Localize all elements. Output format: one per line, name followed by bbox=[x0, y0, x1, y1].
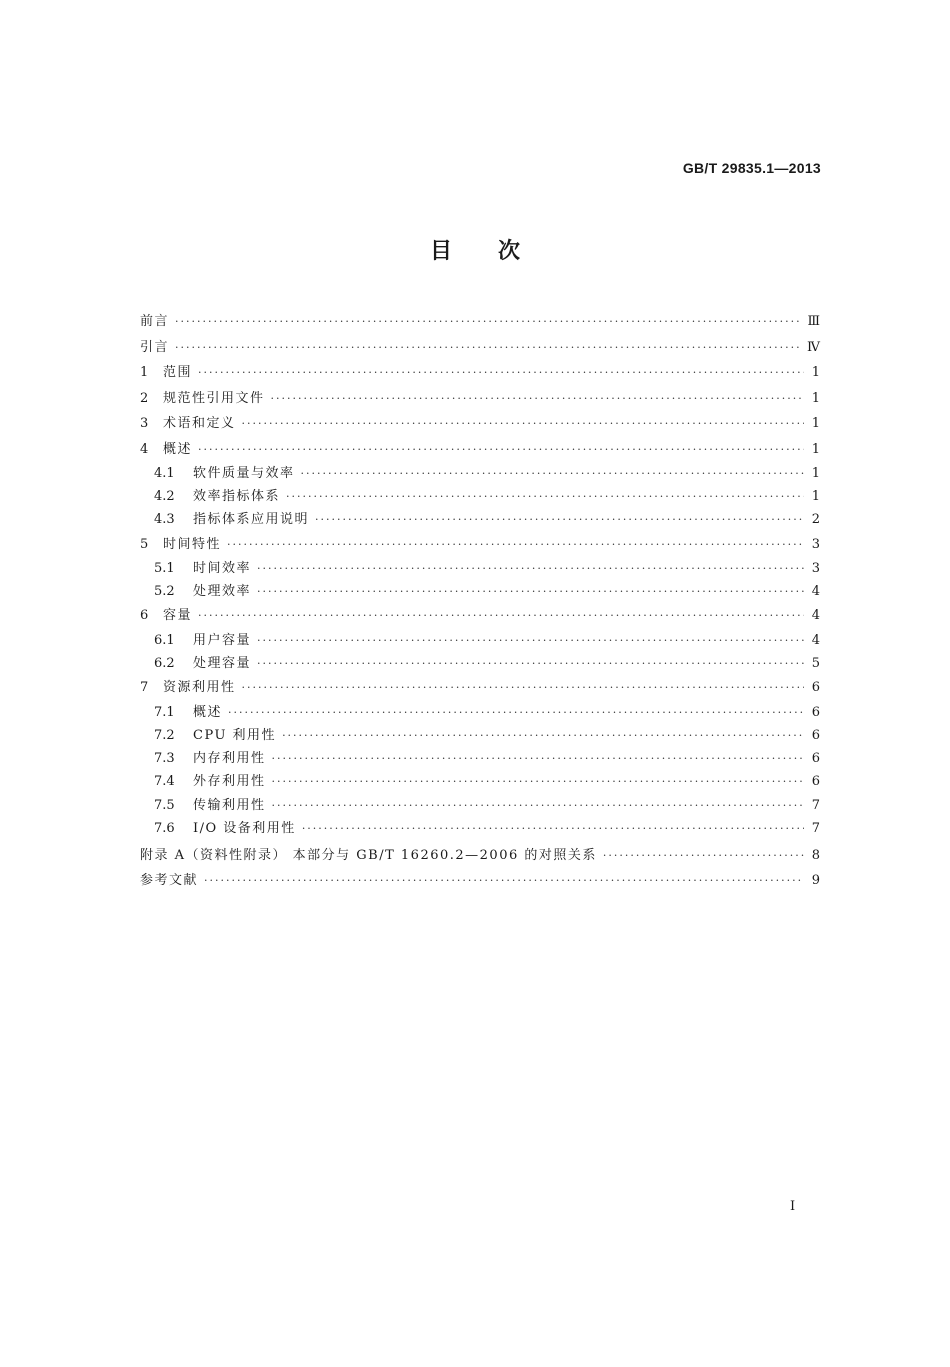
toc-entry-label: 范围 bbox=[163, 365, 193, 380]
toc-leader-dots bbox=[204, 868, 804, 894]
toc-entry-7-3[interactable] bbox=[140, 747, 820, 770]
toc-entry-number: 4.1 bbox=[154, 466, 175, 481]
toc-entry-number: 5.2 bbox=[154, 584, 175, 600]
toc-entry-6-1[interactable] bbox=[140, 629, 820, 652]
toc-leader-dots bbox=[227, 532, 804, 558]
toc-entry-number: 1 bbox=[140, 365, 149, 380]
toc-entry-label: 容量 bbox=[163, 608, 193, 624]
toc-entry-number: 7.1 bbox=[154, 704, 175, 720]
toc-entry-page: 6 bbox=[811, 704, 820, 720]
toc-entry-number: 7.4 bbox=[154, 774, 175, 790]
toc-entry-7-1[interactable] bbox=[140, 701, 820, 724]
toc-entry-7-6[interactable] bbox=[140, 817, 820, 840]
toc-entry-label: 软件质量与效率 bbox=[193, 466, 295, 481]
toc-leader-dots bbox=[175, 309, 801, 335]
toc-entry-page: 4 bbox=[811, 608, 820, 624]
toc-entry-label: 参考文献 bbox=[140, 873, 199, 889]
toc-entry-label: 概述 bbox=[193, 704, 223, 720]
toc-entry-label: 附录 A（资料性附录） 本部分与 GB/T 16260.2—2006 的对照关系 bbox=[140, 847, 597, 863]
standard-number: GB/T 29835.1—2013 bbox=[682, 160, 821, 176]
toc-entry-6[interactable] bbox=[140, 603, 820, 629]
toc-entry-number: 7.2 bbox=[154, 728, 175, 743]
toc-entry-page: 8 bbox=[811, 847, 820, 863]
toc-entry-number: 4.2 bbox=[154, 489, 175, 505]
toc-entry-page: Ⅳ bbox=[807, 339, 820, 355]
toc-entry-page: 5 bbox=[811, 656, 820, 672]
toc-entry-foreword[interactable] bbox=[140, 309, 820, 335]
toc-entry-4-3[interactable] bbox=[140, 508, 820, 531]
toc-entry-page: 1 bbox=[811, 466, 820, 481]
toc-leader-dots bbox=[282, 724, 804, 747]
toc-entry-number: 7.3 bbox=[154, 751, 175, 767]
toc-entry-number: 4.3 bbox=[154, 512, 175, 528]
page-title: 目次 bbox=[429, 239, 566, 264]
toc-entry-page: 6 bbox=[811, 751, 820, 767]
toc-entry-page: 1 bbox=[811, 416, 820, 431]
toc-leader-dots bbox=[272, 747, 804, 770]
toc-entry-label: 内存利用性 bbox=[193, 751, 266, 767]
toc-entry-number: 6.1 bbox=[154, 632, 175, 648]
toc-entry-label: 外存利用性 bbox=[193, 774, 266, 790]
toc-entry-7-5[interactable] bbox=[140, 794, 820, 817]
toc-entry-label: CPU 利用性 bbox=[193, 728, 277, 743]
toc-entry-5-1[interactable] bbox=[140, 557, 820, 580]
toc-leader-dots bbox=[302, 817, 804, 840]
toc-entry-number: 6 bbox=[140, 608, 149, 624]
toc-entry-7[interactable] bbox=[140, 675, 820, 701]
toc-entry-page: 6 bbox=[811, 774, 820, 790]
toc-entry-page: 6 bbox=[811, 728, 820, 743]
toc-entry-number: 7.6 bbox=[154, 820, 175, 836]
toc-entry-number: 4 bbox=[140, 441, 149, 457]
toc-entry-page: 7 bbox=[811, 797, 820, 813]
toc-leader-dots bbox=[257, 652, 804, 675]
toc-entry-label: 前言 bbox=[140, 314, 170, 329]
toc-entry-3[interactable] bbox=[140, 411, 820, 437]
toc-entry-label: 效率指标体系 bbox=[193, 489, 281, 505]
toc-entry-label: 时间效率 bbox=[193, 561, 252, 577]
toc-entry-number: 7 bbox=[140, 680, 149, 696]
page-number: I bbox=[790, 1199, 796, 1214]
toc-entry-label: 术语和定义 bbox=[163, 416, 236, 431]
toc-leader-dots bbox=[272, 794, 804, 817]
toc-entry-label: 资源利用性 bbox=[163, 680, 236, 696]
toc-entry-page: 2 bbox=[811, 512, 820, 528]
toc-entry-label: 概述 bbox=[163, 441, 193, 457]
toc-entry-page: 3 bbox=[811, 561, 820, 577]
toc-entry-number: 2 bbox=[140, 390, 149, 406]
toc-entry-label: 规范性引用文件 bbox=[163, 390, 265, 406]
toc-entry-label: 引言 bbox=[140, 339, 170, 355]
toc-leader-dots bbox=[242, 675, 804, 701]
toc-entry-page: 9 bbox=[811, 873, 820, 889]
toc-entry-page: 3 bbox=[811, 536, 820, 552]
toc-entry-number: 6.2 bbox=[154, 656, 175, 672]
toc-entry-page: 1 bbox=[811, 489, 820, 505]
toc-entry-introduction[interactable] bbox=[140, 335, 820, 361]
toc-entry-4[interactable] bbox=[140, 437, 820, 463]
toc-entry-annex-a[interactable] bbox=[140, 843, 820, 869]
toc-leader-dots bbox=[198, 437, 804, 463]
toc-entry-2[interactable] bbox=[140, 386, 820, 412]
toc-entry-label: 用户容量 bbox=[193, 632, 252, 648]
toc-leader-dots bbox=[228, 701, 804, 724]
toc-entry-number: 5.1 bbox=[154, 561, 175, 577]
toc-entry-page: 4 bbox=[811, 584, 820, 600]
toc-entry-label: 处理效率 bbox=[193, 584, 252, 600]
toc-entry-number: 5 bbox=[140, 536, 149, 552]
toc-entry-6-2[interactable] bbox=[140, 652, 820, 675]
toc-entry-page: 1 bbox=[811, 390, 820, 406]
toc-entry-7-4[interactable] bbox=[140, 770, 820, 793]
toc-leader-dots bbox=[257, 629, 804, 652]
toc-entry-5[interactable] bbox=[140, 532, 820, 558]
toc-entry-4-2[interactable] bbox=[140, 485, 820, 508]
toc-leader-dots bbox=[603, 843, 804, 869]
toc-entry-7-2[interactable] bbox=[140, 724, 820, 747]
table-of-contents bbox=[140, 309, 820, 894]
toc-entry-number: 7.5 bbox=[154, 797, 175, 813]
toc-entry-4-1[interactable] bbox=[140, 462, 820, 485]
toc-leader-dots bbox=[271, 386, 804, 412]
toc-leader-dots bbox=[272, 770, 804, 793]
toc-entry-5-2[interactable] bbox=[140, 580, 820, 603]
toc-entry-page: Ⅲ bbox=[807, 314, 820, 329]
toc-leader-dots bbox=[242, 411, 804, 437]
toc-entry-page: 1 bbox=[811, 441, 820, 457]
toc-entry-page: 1 bbox=[811, 365, 820, 380]
toc-entry-1[interactable] bbox=[140, 360, 820, 386]
toc-entry-label: 指标体系应用说明 bbox=[193, 512, 310, 528]
toc-leader-dots bbox=[315, 508, 804, 531]
toc-leader-dots bbox=[257, 580, 804, 603]
toc-leader-dots bbox=[301, 462, 804, 485]
toc-entry-label: 处理容量 bbox=[193, 656, 252, 672]
toc-leader-dots bbox=[198, 360, 804, 386]
toc-entry-number: 3 bbox=[140, 416, 149, 431]
toc-entry-label: I/O 设备利用性 bbox=[193, 820, 296, 836]
toc-leader-dots bbox=[175, 335, 801, 361]
toc-entry-label: 传输利用性 bbox=[193, 797, 266, 813]
toc-leader-dots bbox=[198, 603, 804, 629]
toc-entry-bibliography[interactable] bbox=[140, 868, 820, 894]
toc-entry-page: 6 bbox=[811, 680, 820, 696]
toc-leader-dots bbox=[286, 485, 804, 508]
toc-entry-page: 7 bbox=[811, 820, 820, 836]
toc-entry-page: 4 bbox=[811, 632, 820, 648]
toc-entry-label: 时间特性 bbox=[163, 536, 222, 552]
toc-leader-dots bbox=[257, 557, 804, 580]
